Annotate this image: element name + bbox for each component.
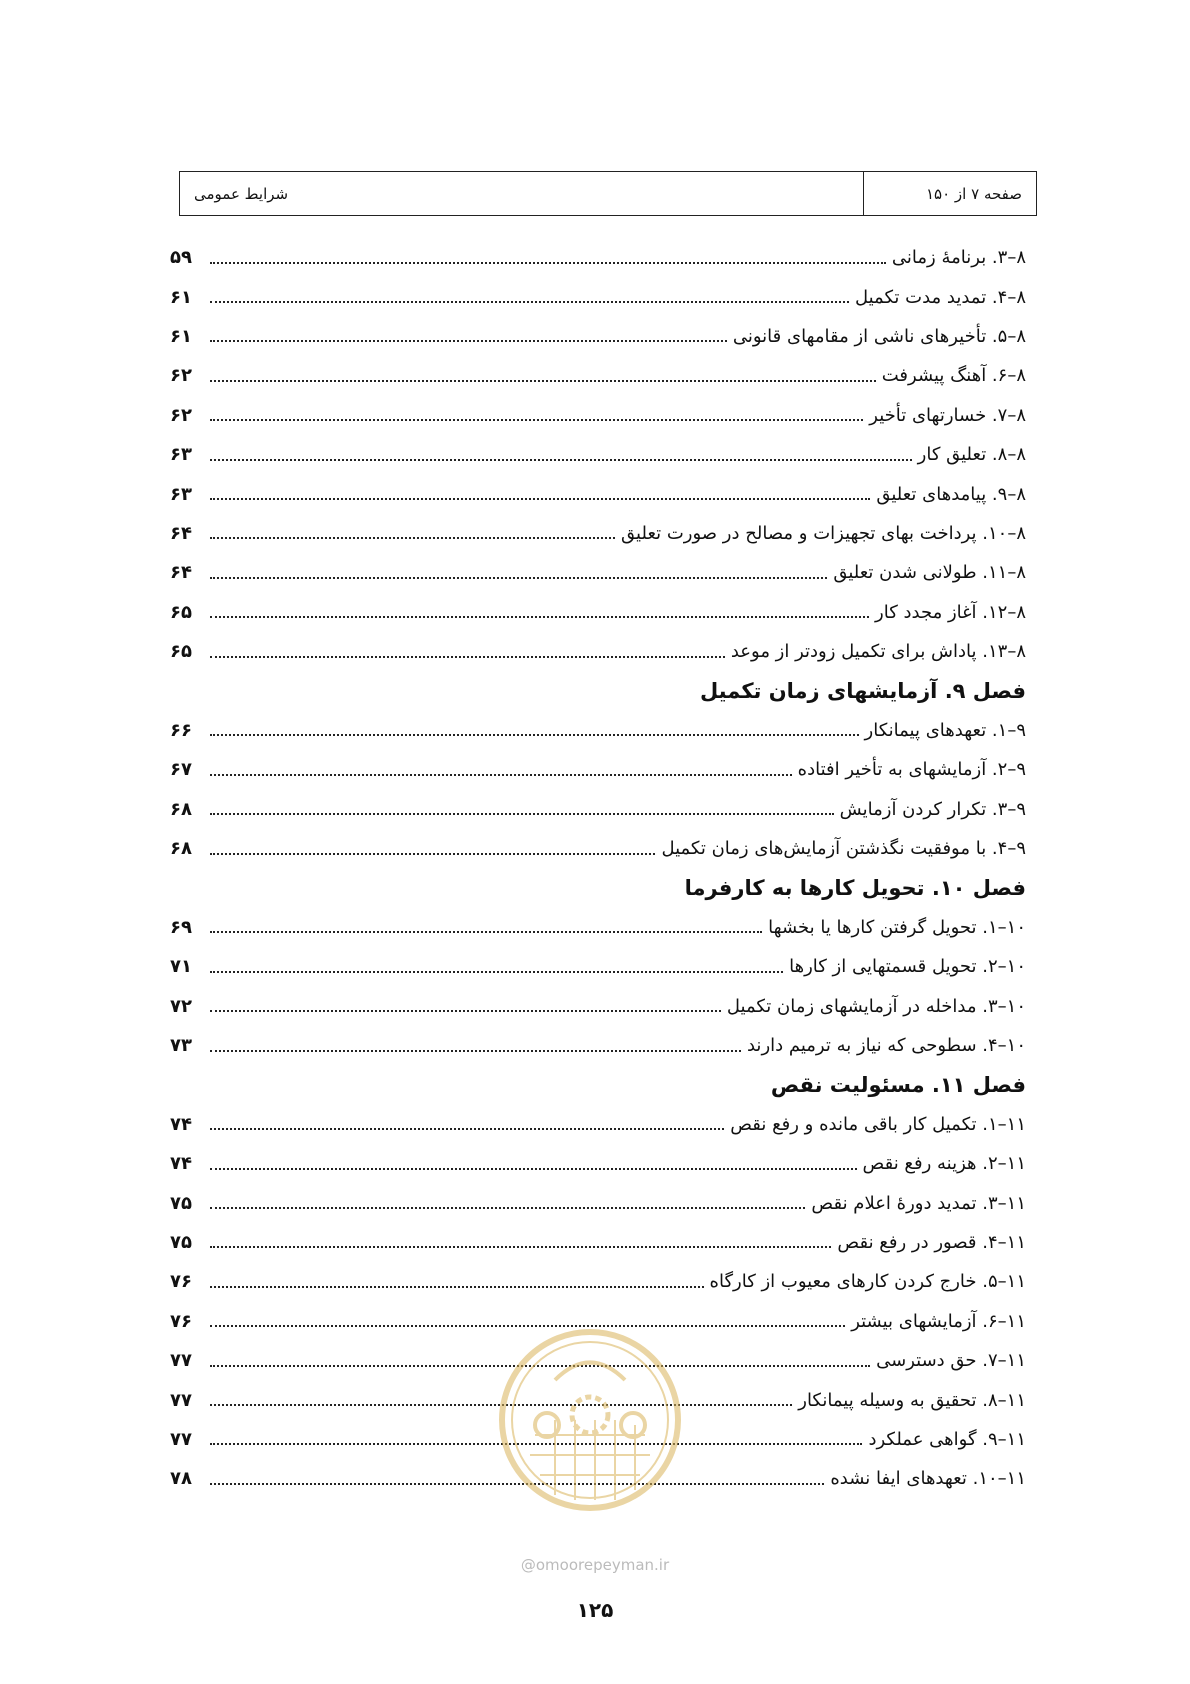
toc-entry-title: ۱۱–۵. خارج کردن کارهای معیوب از کارگاه xyxy=(709,1271,1026,1293)
toc-entry-page: ۶۲ xyxy=(170,365,192,387)
toc-entry-page: ۷۸ xyxy=(170,1468,192,1490)
toc-entry-page: ۶۳ xyxy=(170,483,192,505)
dot-leader xyxy=(210,774,792,776)
toc-entry xyxy=(170,986,1026,1025)
toc-entry-title: ۸–۵. تأخیرهای ناشی از مقامهای قانونی xyxy=(732,325,1026,347)
toc-entry-title: ۱۱–۶. آزمایشهای بیشتر xyxy=(851,1310,1026,1332)
toc-entry xyxy=(170,1026,1026,1065)
toc-entry-page: ۶۸ xyxy=(170,798,192,820)
dot-leader xyxy=(210,931,762,933)
toc-entry xyxy=(170,947,1026,986)
toc-entry xyxy=(170,1223,1026,1262)
watermark-site: @omoorepeyman.ir xyxy=(520,1556,670,1574)
toc-entry-title: ۱۰–۳. مداخله در آزمایشهای زمان تکمیل xyxy=(726,995,1026,1017)
toc-entry-page: ۶۴ xyxy=(170,522,192,544)
toc-entry-page: ۶۲ xyxy=(170,404,192,426)
toc-entry xyxy=(170,829,1026,868)
dot-leader xyxy=(210,380,876,382)
toc-entry-title: ۹–۲. آزمایشهای به تأخیر افتاده xyxy=(797,759,1026,781)
dot-leader xyxy=(210,1168,857,1170)
dot-leader xyxy=(210,734,859,736)
toc-entry-page: ۶۵ xyxy=(170,601,192,623)
toc-entry-title: ۹–۱. تعهدهای پیمانکار xyxy=(864,719,1026,741)
toc-entry-page: ۶۳ xyxy=(170,444,192,466)
dot-leader xyxy=(210,1050,741,1052)
dot-leader xyxy=(210,1246,831,1248)
toc-entry-title: ۱۱–۷. حق دسترسی xyxy=(876,1350,1026,1372)
toc-entry-title: ۸–۶. آهنگ پیشرفت xyxy=(881,365,1026,387)
dot-leader xyxy=(210,1128,724,1130)
toc-entry-title: ۱۱–۱۰. تعهدهای ایفا نشده xyxy=(830,1468,1026,1490)
toc-entry xyxy=(170,396,1026,435)
toc-entry-page: ۶۸ xyxy=(170,838,192,860)
table-of-contents xyxy=(170,238,1026,1499)
toc-entry xyxy=(170,908,1026,947)
toc-entry-title: ۸–۸. تعلیق کار xyxy=(917,444,1026,466)
toc-entry-title: ۱۱–۱. تکمیل کار باقی مانده و رفع نقص xyxy=(730,1113,1026,1135)
dot-leader xyxy=(210,1010,721,1012)
toc-entry-page: ۷۶ xyxy=(170,1271,192,1293)
toc-entry-title: ۱۰–۲. تحویل قسمتهایی از کارها xyxy=(789,956,1026,978)
toc-entry-page: ۶۵ xyxy=(170,641,192,663)
toc-entry-title: ۱۱–۸. تحقیق به وسیله پیمانکار xyxy=(798,1389,1026,1411)
toc-entry-page: ۷۵ xyxy=(170,1231,192,1253)
toc-entry xyxy=(170,474,1026,513)
toc-entry xyxy=(170,238,1026,277)
toc-entry-page: ۵۹ xyxy=(170,247,192,269)
toc-entry-page: ۶۱ xyxy=(170,286,192,308)
toc-entry xyxy=(170,593,1026,632)
toc-entry-title: ۸–۱۱. طولانی شدن تعلیق xyxy=(833,562,1026,584)
toc-entry xyxy=(170,750,1026,789)
toc-entry-title: ۱۰–۴. سطوحی که نیاز به ترمیم دارند xyxy=(746,1035,1026,1056)
watermark-logo xyxy=(495,1325,685,1515)
toc-entry-title: ۸–۱۲. آغاز مجدد کار xyxy=(875,601,1026,623)
toc-entry-page: ۷۷ xyxy=(170,1350,192,1372)
dot-leader xyxy=(210,616,869,618)
toc-entry-page: ۶۹ xyxy=(170,916,192,938)
dot-leader xyxy=(210,537,615,539)
dot-leader xyxy=(210,577,827,579)
toc-entry-title: ۱۱–۴. قصور در رفع نقص xyxy=(837,1231,1026,1253)
toc-entry xyxy=(170,356,1026,395)
toc-entry-page: ۷۷ xyxy=(170,1389,192,1411)
toc-entry-title: ۸–۷. خسارتهای تأخیر xyxy=(869,404,1026,426)
dot-leader xyxy=(210,419,863,421)
dot-leader xyxy=(210,813,834,815)
dot-leader xyxy=(210,1207,805,1209)
toc-entry xyxy=(170,1105,1026,1144)
toc-entry-page: ۷۴ xyxy=(170,1153,192,1175)
toc-entry-title: ۸–۴. تمدید مدت تکمیل xyxy=(854,286,1026,308)
toc-entry xyxy=(170,1183,1026,1222)
dot-leader xyxy=(210,340,727,342)
dot-leader xyxy=(210,459,912,461)
dot-leader xyxy=(210,971,783,973)
toc-entry-page: ۶۶ xyxy=(170,719,192,741)
toc-entry-title: ۹–۴. با موفقیت نگذشتن آزمایش‌های زمان تکمیل xyxy=(661,838,1026,860)
header-section-title: شرایط عمومی xyxy=(194,184,289,203)
page-number: ۱۲۵ xyxy=(576,1598,614,1622)
toc-chapter-heading: فصل ۱۱. مسئولیت نقص xyxy=(770,1072,1026,1097)
toc-chapter-heading: فصل ۹. آزمایشهای زمان تکمیل xyxy=(699,678,1026,703)
toc-entry-title: ۱۱–۲. هزینه رفع نقص xyxy=(862,1153,1026,1175)
toc-entry xyxy=(170,553,1026,592)
toc-entry xyxy=(170,1144,1026,1183)
dot-leader xyxy=(210,1286,704,1288)
toc-entry xyxy=(170,317,1026,356)
dot-leader xyxy=(210,853,655,855)
toc-entry-title: ۱۱–۹. گواهی عملکرد xyxy=(868,1428,1026,1450)
toc-entry-page: ۷۴ xyxy=(170,1113,192,1135)
toc-entry-page: ۷۳ xyxy=(170,1035,192,1056)
toc-entry-page: ۷۷ xyxy=(170,1428,192,1450)
toc-entry-page: ۷۲ xyxy=(170,995,192,1017)
toc-entry-title: ۸–۱۰. پرداخت بهای تجهیزات و مصالح در صورت تعلیق xyxy=(621,522,1026,544)
toc-entry xyxy=(170,277,1026,316)
toc-entry xyxy=(170,632,1026,671)
toc-entry xyxy=(170,435,1026,474)
toc-entry-page: ۶۴ xyxy=(170,562,192,584)
toc-entry xyxy=(170,514,1026,553)
toc-entry-page: ۷۱ xyxy=(170,956,192,978)
toc-entry xyxy=(170,789,1026,828)
page-header xyxy=(179,171,1037,216)
toc-entry-page: ۷۵ xyxy=(170,1192,192,1214)
dot-leader xyxy=(210,498,870,500)
toc-entry-page: ۷۶ xyxy=(170,1310,192,1332)
toc-entry-title: ۹–۳. تکرار کردن آزمایش xyxy=(839,798,1026,820)
dot-leader xyxy=(210,301,849,303)
dot-leader xyxy=(210,262,886,264)
toc-chapter-heading: فصل ۱۰. تحویل کارها به کارفرما xyxy=(684,875,1026,900)
toc-entry-title: ۸–۱۳. پاداش برای تکمیل زودتر از موعد xyxy=(730,641,1026,663)
toc-entry-page: ۶۱ xyxy=(170,325,192,347)
toc-entry xyxy=(170,711,1026,750)
toc-entry-title: ۱۰–۱. تحویل گرفتن کارها یا بخشها xyxy=(768,916,1026,938)
dot-leader xyxy=(210,656,725,658)
toc-entry-title: ۱۱–۳. تمدید دورۀ اعلام نقص xyxy=(811,1192,1026,1214)
toc-entry xyxy=(170,1262,1026,1301)
toc-entry-title: ۸–۹. پیامدهای تعلیق xyxy=(876,483,1026,505)
header-page-count: صفحه ۷ از ۱۵۰ xyxy=(863,172,1036,215)
toc-entry-page: ۶۷ xyxy=(170,759,192,781)
toc-entry-title: ۸–۳. برنامۀ زمانی xyxy=(891,247,1026,269)
